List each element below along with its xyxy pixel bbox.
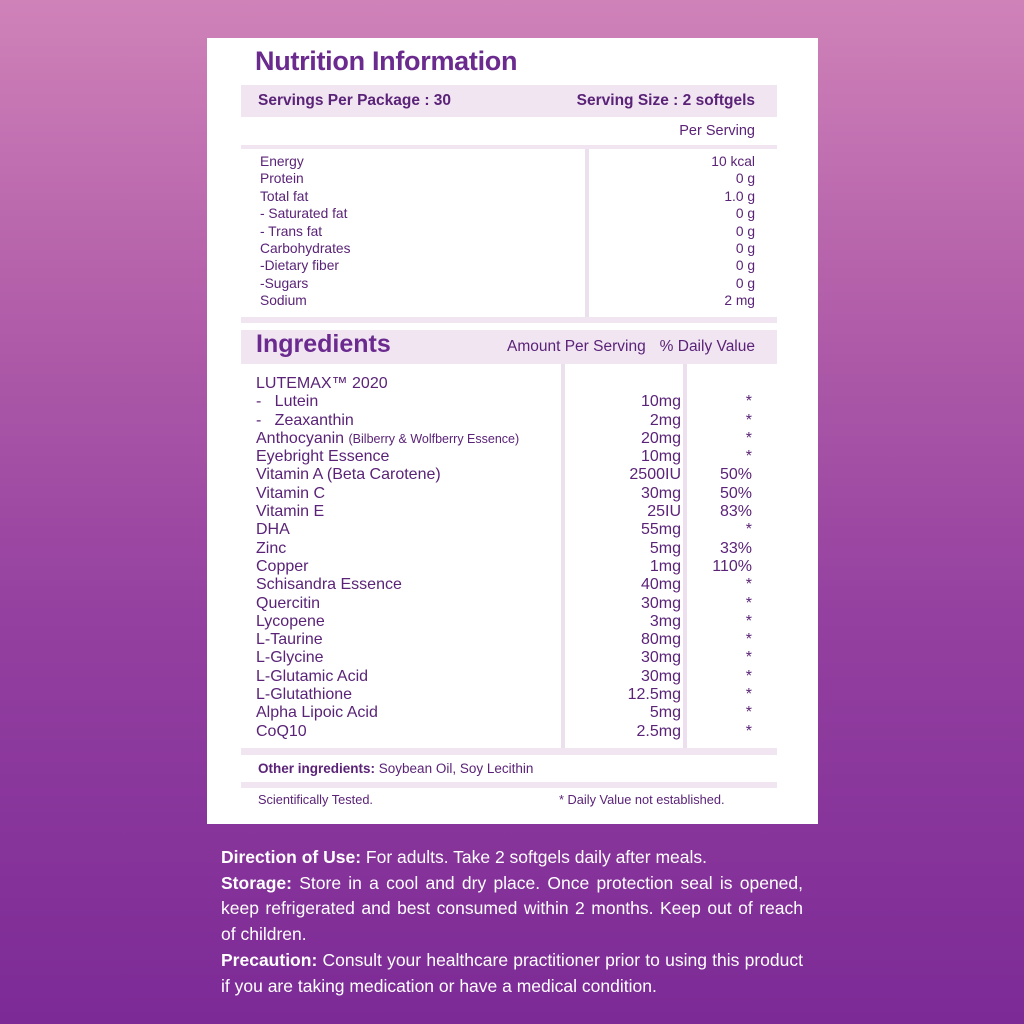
ingredient-row <box>256 503 519 521</box>
ingredient-amount: 5mg <box>649 539 681 557</box>
ingredients-column-divider <box>683 364 687 748</box>
ingredient-daily-value: * <box>745 521 752 539</box>
ingredient-name: CoQ10 <box>256 722 307 740</box>
amount-spacer <box>563 375 681 393</box>
nutrition-row-name: -Dietary fiber <box>260 258 339 274</box>
nutrition-row-name: Total fat <box>260 188 309 204</box>
nutrition-values <box>711 153 755 310</box>
ingredient-amount: 10mg <box>640 393 681 411</box>
ingredient-amount: 10mg <box>640 448 681 466</box>
ingredient-row <box>256 704 519 722</box>
ingredient-row <box>256 723 519 741</box>
storage-label: Storage: <box>221 872 292 893</box>
serving-size <box>577 92 755 110</box>
ingredient-daily-value: * <box>745 594 752 612</box>
ingredient-daily-value: 50% <box>719 484 752 502</box>
ingredient-row <box>256 393 519 411</box>
ingredient-daily-value: * <box>745 686 752 704</box>
servings-label: Servings Per Package <box>258 92 420 109</box>
nutrition-row-name: Energy <box>260 154 304 169</box>
ingredient-amount: 40mg <box>640 576 681 594</box>
ingredient-daily-value: 50% <box>719 466 752 484</box>
ingredient-row <box>256 576 519 594</box>
ingredient-row <box>256 448 519 466</box>
daily-value-note: * Daily Value not established. <box>559 792 725 807</box>
ingredient-daily-value: * <box>745 649 752 667</box>
amount-per-serving-header: Amount Per Serving <box>507 338 646 355</box>
nutrition-row-value: 2 mg <box>724 293 755 309</box>
precaution-text: Consult your healthcare practitioner prior to using this product if you are taking medication or have a medical condition. <box>221 949 803 996</box>
dv-spacer <box>689 375 752 393</box>
ingredient-name: Schisandra Essence <box>256 576 402 594</box>
nutrition-row-name: Carbohydrates <box>260 241 351 257</box>
precaution <box>221 948 803 999</box>
ingredient-amount: 2.5mg <box>636 722 681 740</box>
ingredient-name: Copper <box>256 557 309 575</box>
ingredient-row <box>256 521 519 539</box>
ingredient-name: Alpha Lipoic Acid <box>256 704 378 722</box>
daily-value-header: % Daily Value <box>659 338 755 355</box>
ingredient-amount: 25IU <box>647 503 681 521</box>
ingredient-amount: 2500IU <box>629 466 681 484</box>
ingredient-row <box>256 668 519 686</box>
servings-colon: : <box>424 92 434 109</box>
ingredient-name: Lycopene <box>256 612 325 630</box>
nutrition-row-name: -Sugars <box>260 275 309 291</box>
other-ingredients-value: Soybean Oil, Soy Lecithin <box>378 761 534 776</box>
ingredient-amount: 1mg <box>649 557 681 575</box>
tested-note: Scientifically Tested. <box>258 792 373 807</box>
nutrition-row-value: 0 g <box>735 223 755 239</box>
ingredient-daily-value: * <box>745 722 752 740</box>
serving-size-value: 2 softgels <box>682 92 755 109</box>
ingredient-daily-value: 110% <box>712 557 752 575</box>
ingredient-name: L-Glutamic Acid <box>256 667 369 685</box>
ingredient-name: Eyebright Essence <box>256 448 390 466</box>
ingredient-amount: 2mg <box>649 411 681 429</box>
ingredient-daily-value: * <box>745 576 752 594</box>
ingredient-note: (Bilberry & Wolfberry Essence) <box>348 431 520 446</box>
nutrition-column-divider <box>585 149 589 317</box>
lutemax-header: LUTEMAX™ 2020 <box>256 375 388 392</box>
ingredient-daily-value: * <box>745 704 752 722</box>
ingredient-row <box>256 485 519 503</box>
nutrition-row-name: - Trans fat <box>260 223 323 239</box>
nutrition-row-name: Protein <box>260 171 304 187</box>
ingredient-daily-value: * <box>745 667 752 685</box>
ingredient-name: - Lutein <box>256 393 319 411</box>
ingredient-name: DHA <box>256 521 290 539</box>
supplement-facts-card <box>207 38 818 824</box>
nutrition-row-value: 0 g <box>735 258 755 274</box>
divider-band <box>241 782 777 788</box>
ingredient-row <box>256 466 519 484</box>
other-ingredients <box>258 761 533 776</box>
servings-value: 30 <box>433 92 452 109</box>
ingredient-name: Vitamin E <box>256 503 325 521</box>
ingredients-title: Ingredients <box>256 330 391 358</box>
ingredient-daily-values <box>689 375 752 741</box>
ingredient-row <box>256 686 519 704</box>
ingredient-amount: 30mg <box>640 667 681 685</box>
ingredient-name: Anthocyanin <box>256 429 345 447</box>
ingredient-amounts <box>563 375 681 741</box>
nutrition-row-value: 10 kcal <box>711 154 755 169</box>
nutrition-row-value: 0 g <box>735 206 755 222</box>
nutrition-names <box>260 153 351 310</box>
ingredient-row <box>256 412 519 430</box>
ingredient-amount: 5mg <box>649 704 681 722</box>
ingredient-daily-value: 83% <box>719 503 752 521</box>
ingredient-names <box>256 375 519 741</box>
serving-size-label: Serving Size <box>576 92 669 109</box>
ingredient-name: Quercitin <box>256 594 321 612</box>
nutrition-row-value: 0 g <box>735 241 755 257</box>
ingredient-name: L-Glutathione <box>256 686 353 704</box>
direction-of-use <box>221 845 803 871</box>
ingredient-amount: 55mg <box>640 521 681 539</box>
ingredient-daily-value: * <box>745 393 752 411</box>
ingredient-row <box>256 595 519 613</box>
ingredient-row <box>256 631 519 649</box>
ingredient-row <box>256 540 519 558</box>
nutrition-row-name: - Saturated fat <box>260 206 348 222</box>
ingredient-amount: 20mg <box>640 429 681 447</box>
nutrition-title: Nutrition Information <box>255 46 518 76</box>
directions-block <box>221 845 803 999</box>
storage-text: Store in a cool and dry place. Once protection seal is opened, keep refrigerated and best consumed within 2 months. Keep out of reach of children. <box>221 872 803 945</box>
ingredient-name: Vitamin C <box>256 484 326 502</box>
ingredient-amount: 30mg <box>640 649 681 667</box>
ingredient-row <box>256 430 519 448</box>
ingredient-daily-value: * <box>745 411 752 429</box>
ingredient-daily-value: * <box>745 631 752 649</box>
ingredient-daily-value: 33% <box>719 539 752 557</box>
storage <box>221 871 803 948</box>
ingredient-row <box>256 558 519 576</box>
ingredient-row <box>256 613 519 631</box>
divider-band <box>241 317 777 323</box>
nutrition-row-value: 0 g <box>735 275 755 291</box>
servings-per-package <box>258 92 451 110</box>
ingredient-name: L-Glycine <box>256 649 324 667</box>
ingredient-amount: 3mg <box>649 612 681 630</box>
nutrition-row-value: 0 g <box>735 171 755 187</box>
ingredient-name: - Zeaxanthin <box>256 411 354 429</box>
ingredient-daily-value: * <box>745 429 752 447</box>
nutrition-row-value: 1.0 g <box>724 188 755 204</box>
other-ingredients-label: Other ingredients: <box>258 761 376 776</box>
ingredient-name: Zinc <box>256 539 287 557</box>
ingredient-daily-value: * <box>745 612 752 630</box>
divider-band <box>241 145 777 149</box>
ingredient-name: L-Taurine <box>256 631 323 649</box>
direction-of-use-text: For adults. Take 2 softgels daily after meals. <box>365 847 707 867</box>
ingredient-daily-value: * <box>745 448 752 466</box>
ingredient-amount: 30mg <box>640 484 681 502</box>
divider-band <box>241 748 777 755</box>
precaution-label: Precaution: <box>221 949 318 970</box>
direction-of-use-label: Direction of Use: <box>221 847 362 867</box>
ingredient-row <box>256 649 519 667</box>
ingredient-name: Vitamin A (Beta Carotene) <box>256 466 441 484</box>
ingredient-amount: 30mg <box>640 594 681 612</box>
ingredient-amount: 80mg <box>640 631 681 649</box>
ingredient-amount: 12.5mg <box>627 686 681 704</box>
per-serving-header: Per Serving <box>679 123 755 139</box>
serving-size-colon: : <box>673 92 683 109</box>
nutrition-row-name: Sodium <box>260 293 307 309</box>
